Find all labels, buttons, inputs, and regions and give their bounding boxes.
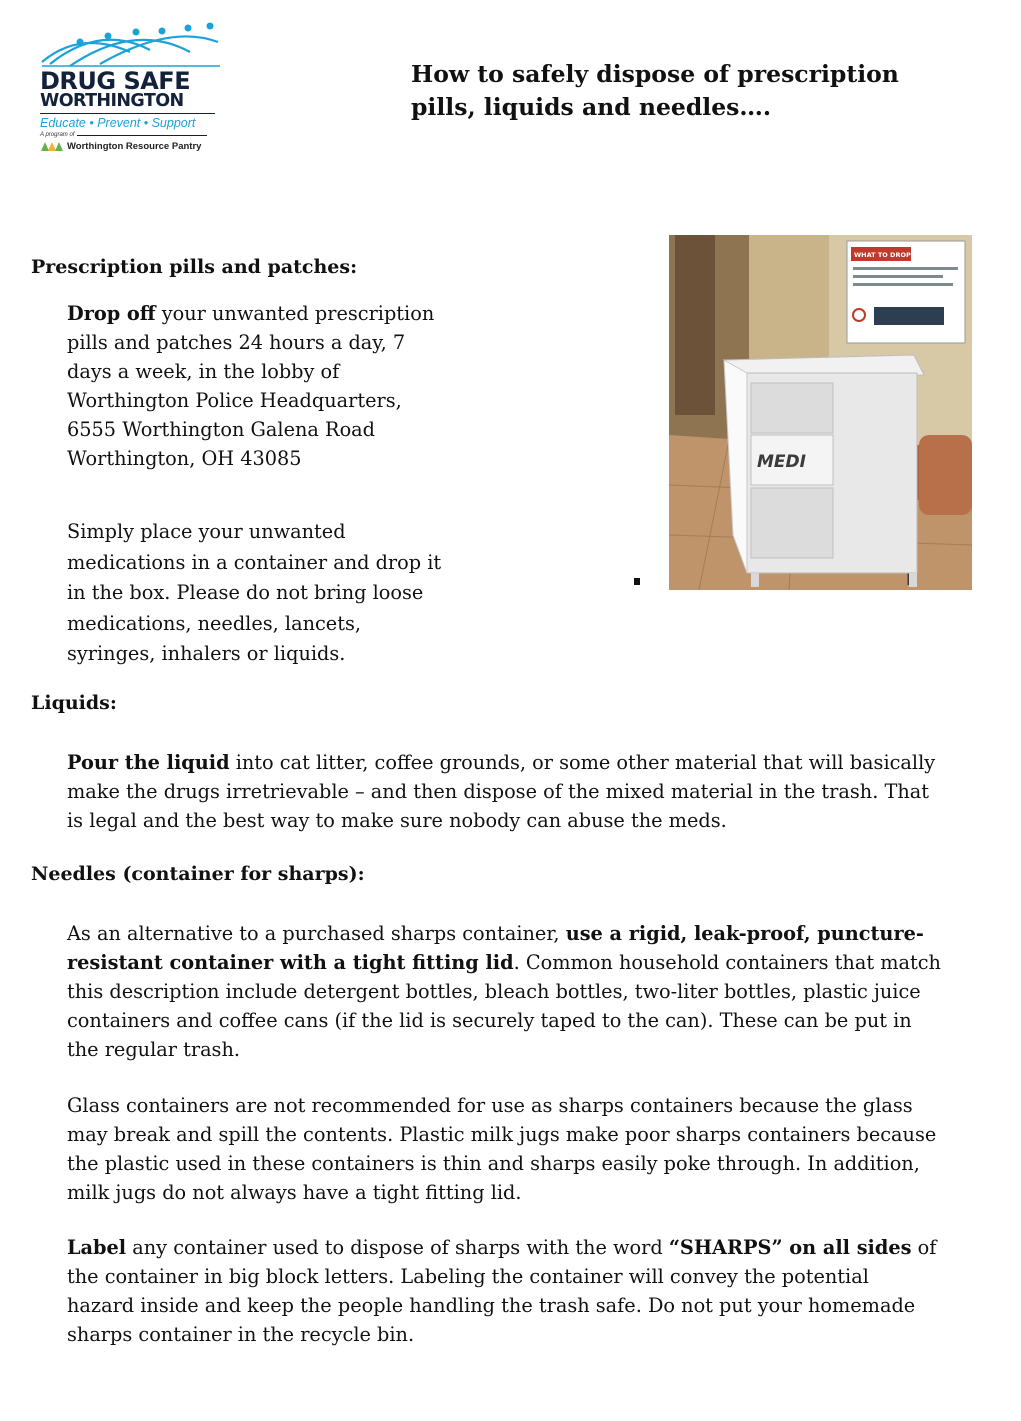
pills-drop-off-paragraph: Drop off your unwanted prescription pills and patches 24 hours a day, 7 days a week, in the lobby of Worthington Police Headquarters, 6555 Worthington Galena Road Worthington, OH 43085 <box>67 302 435 470</box>
logo-rule <box>40 113 215 114</box>
drug-safe-worthington-logo <box>40 22 225 172</box>
liquids-heading: Liquids: <box>31 692 117 714</box>
logo-program-label: A program of <box>40 132 75 138</box>
liquids-paragraph: Pour the liquid into cat litter, coffee grounds, or some other material that will basically make the drugs irretrievable – and then dispose of the mixed material in the trash. That is legal and the best way to make sure nobody can abuse the meds. <box>67 751 936 832</box>
box-brand: MEDI <box>757 452 806 472</box>
page-title <box>411 58 971 124</box>
poster-text: WHAT TO DROP <box>854 251 911 259</box>
title-line-2: pills, liquids and needles…. <box>411 93 772 121</box>
logo-pantry-name: Worthington Resource Pantry <box>67 140 202 152</box>
pour-liquid-bold: Pour the liquid <box>67 751 230 774</box>
title-line-1: How to safely dispose of prescription <box>411 60 899 88</box>
logo-pantry-line <box>40 140 225 152</box>
drop-box-photo <box>669 235 972 590</box>
pills-instructions-paragraph: Simply place your unwanted medications in a container and drop it in the box. Please do not bring loose medications, needles, lancets, syringes, inhalers or liquids. <box>67 520 442 665</box>
logo-program-line <box>40 132 225 138</box>
needles-heading: Needles (container for sharps): <box>31 863 365 885</box>
needles-glass-paragraph: Glass containers are not recommended for use as sharps containers because the glass may break and spill the contents. Plastic milk jugs make poor sharps containers because the plastic used in these containers is thin and sharps easily poke through. In addition, milk jugs do not always have a tight fitting lid. <box>67 1094 937 1204</box>
drop-off-bold: Drop off <box>67 302 156 325</box>
people-arches-icon <box>40 22 225 70</box>
needles-container-paragraph: As an alternative to a purchased sharps container, use a rigid, leak-proof, puncture- resistant container with a tight fitting lid. Common household containers that match this description include detergent bottles, bleach bottles, two-liter bottles, plastic juice containers and coffee cans (if the lid is securely taped to the can). These can be put in the regular trash. <box>67 922 941 1061</box>
pantry-leaf-icon <box>40 140 64 152</box>
stray-bullet <box>634 578 640 585</box>
needles-label-paragraph: Label any container used to dispose of sharps with the word “SHARPS” on all sides of the container in big block letters. Labeling the container will convey the potential hazard inside and keep the people handling the trash safe. Do not put your homemade sharps container in the recycle bin. <box>67 1236 937 1346</box>
pills-heading: Prescription pills and patches: <box>31 256 358 278</box>
logo-worthington: WORTHINGTON <box>40 91 184 111</box>
logo-tagline: Educate • Prevent • Support <box>40 116 196 130</box>
logo-drug-safe: DRUG SAFE <box>40 67 191 95</box>
